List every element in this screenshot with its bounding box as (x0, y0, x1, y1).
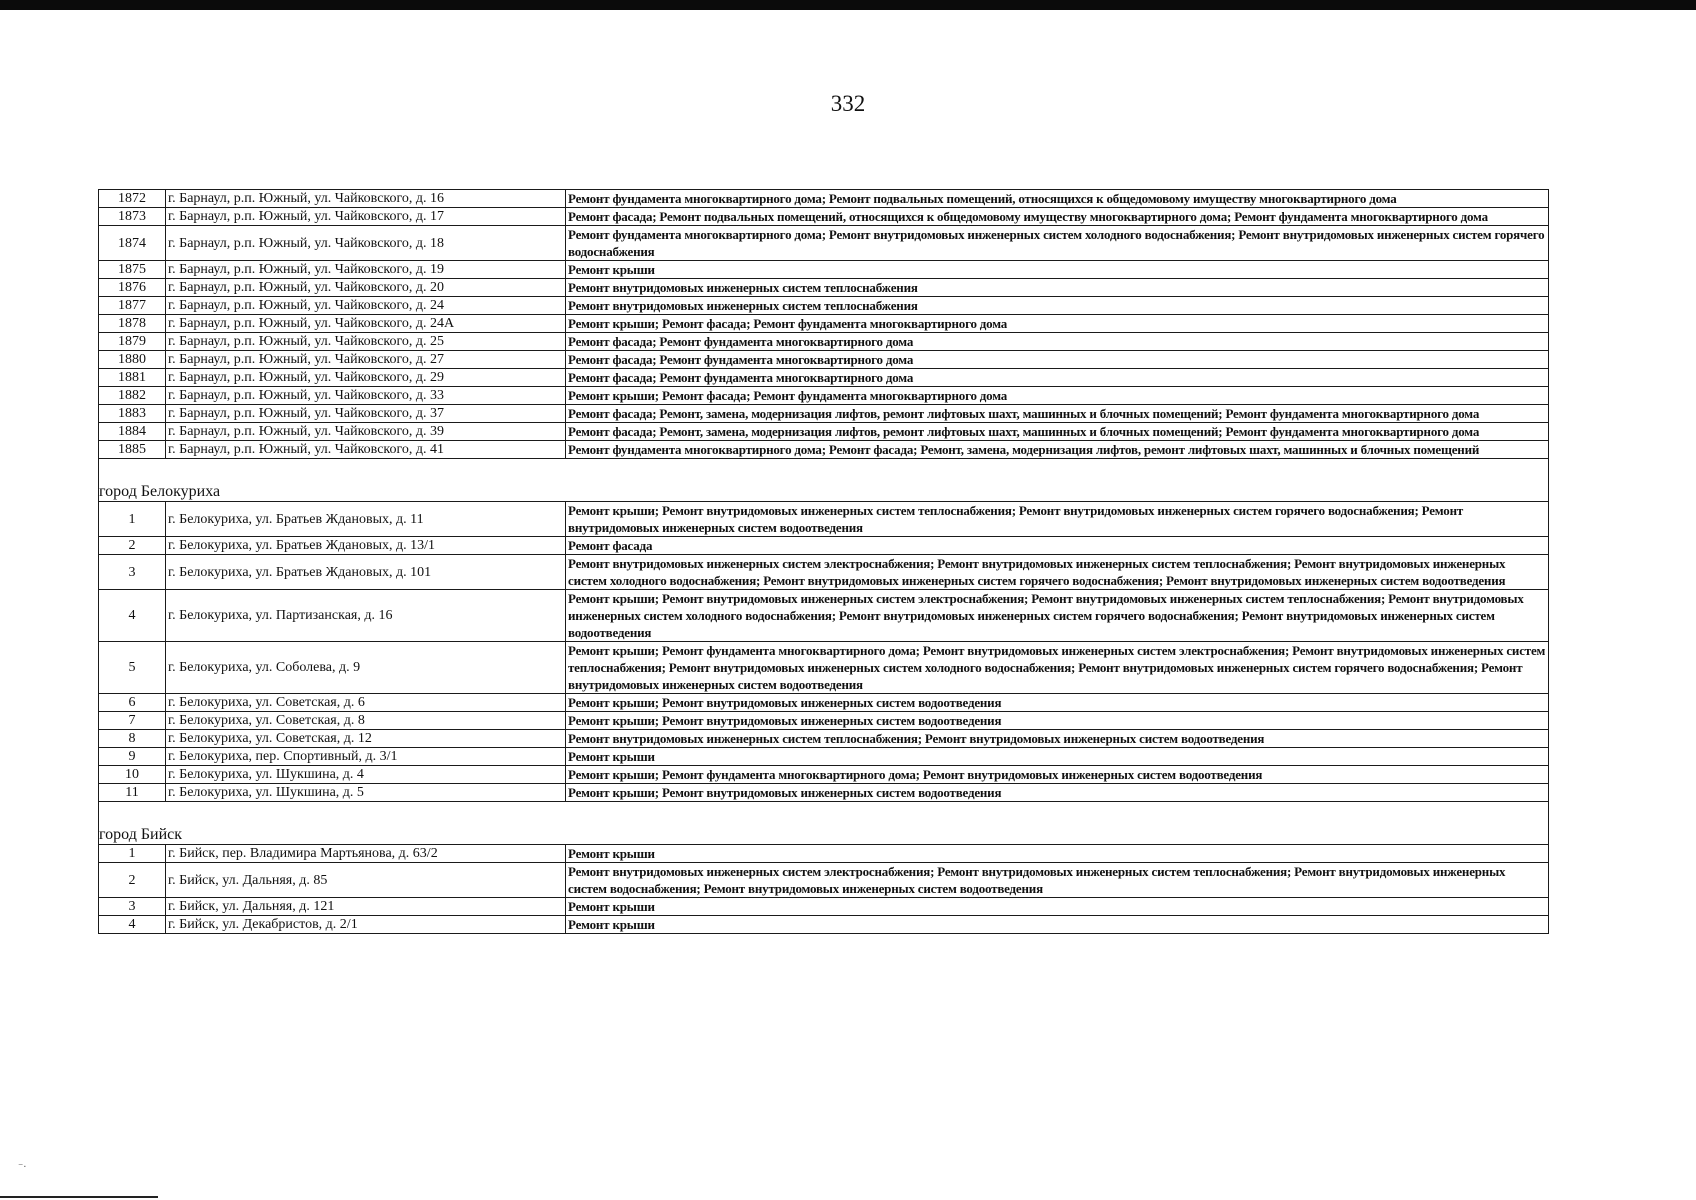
row-work-types: Ремонт крыши (566, 898, 1549, 916)
row-address: г. Белокуриха, ул. Советская, д. 6 (166, 694, 566, 712)
section-title: город Бийск (99, 802, 1549, 845)
row-work-types: Ремонт внутридомовых инженерных систем теплоснабжения (566, 279, 1549, 297)
row-address: г. Белокуриха, ул. Советская, д. 12 (166, 730, 566, 748)
table-row (99, 537, 1549, 555)
row-address: г. Барнаул, р.п. Южный, ул. Чайковского, д. 29 (166, 369, 566, 387)
row-work-types: Ремонт крыши; Ремонт фасада; Ремонт фундамента многоквартирного дома (566, 315, 1549, 333)
table-row (99, 898, 1549, 916)
table-row (99, 261, 1549, 279)
table-row (99, 369, 1549, 387)
row-address: г. Белокуриха, ул. Соболева, д. 9 (166, 642, 566, 694)
table-row (99, 766, 1549, 784)
row-work-types: Ремонт крыши; Ремонт внутридомовых инженерных систем водоотведения (566, 712, 1549, 730)
table-row (99, 441, 1549, 459)
table-row (99, 916, 1549, 934)
row-number: 9 (99, 748, 166, 766)
row-address: г. Белокуриха, ул. Советская, д. 8 (166, 712, 566, 730)
row-work-types: Ремонт крыши (566, 845, 1549, 863)
section-title: город Белокуриха (99, 459, 1549, 502)
row-work-types: Ремонт крыши; Ремонт внутридомовых инженерных систем теплоснабжения; Ремонт внутридомовых инженерных систем горячего водоснабжения; Ремонт внутридомовых инженерных систем водоотведения (566, 502, 1549, 537)
table-row (99, 712, 1549, 730)
row-number: 4 (99, 916, 166, 934)
table-row (99, 555, 1549, 590)
row-number: 1872 (99, 190, 166, 208)
row-address: г. Барнаул, р.п. Южный, ул. Чайковского, д. 24 (166, 297, 566, 315)
row-address: г. Бийск, пер. Владимира Мартьянова, д. 63/2 (166, 845, 566, 863)
row-work-types: Ремонт крыши (566, 916, 1549, 934)
table-row (99, 694, 1549, 712)
row-work-types: Ремонт крыши; Ремонт внутридомовых инженерных систем водоотведения (566, 784, 1549, 802)
row-number: 1885 (99, 441, 166, 459)
row-address: г. Белокуриха, ул. Партизанская, д. 16 (166, 590, 566, 642)
table-row (99, 405, 1549, 423)
row-work-types: Ремонт крыши; Ремонт внутридомовых инженерных систем электроснабжения; Ремонт внутридомовых инженерных систем теплоснабжения; Ремонт внутридомовых инженерных систем холодного водоснабжения; Ремонт внутридомовых инженерных систем горячего водоснабжения; Ремонт внутридомовых инженерных систем водоотведения (566, 590, 1549, 642)
row-address: г. Барнаул, р.п. Южный, ул. Чайковского, д. 39 (166, 423, 566, 441)
row-number: 1882 (99, 387, 166, 405)
row-work-types: Ремонт крыши; Ремонт внутридомовых инженерных систем водоотведения (566, 694, 1549, 712)
row-address: г. Барнаул, р.п. Южный, ул. Чайковского, д. 41 (166, 441, 566, 459)
repair-table-body (99, 190, 1549, 934)
row-work-types: Ремонт фасада; Ремонт, замена, модернизация лифтов, ремонт лифтовых шахт, машинных и блочных помещений; Ремонт фундамента многоквартирного дома (566, 405, 1549, 423)
row-number: 5 (99, 642, 166, 694)
row-work-types: Ремонт фундамента многоквартирного дома; Ремонт фасада; Ремонт, замена, модернизация лифтов, ремонт лифтовых шахт, машинных и блочных помещений (566, 441, 1549, 459)
table-row (99, 748, 1549, 766)
row-number: 6 (99, 694, 166, 712)
row-address: г. Барнаул, р.п. Южный, ул. Чайковского, д. 37 (166, 405, 566, 423)
table-row (99, 590, 1549, 642)
table-row (99, 502, 1549, 537)
table-row (99, 730, 1549, 748)
row-number: 2 (99, 537, 166, 555)
scan-artifact-mark: ⁻· (18, 1162, 27, 1173)
row-address: г. Бийск, ул. Декабристов, д. 2/1 (166, 916, 566, 934)
row-number: 8 (99, 730, 166, 748)
table-row (99, 423, 1549, 441)
row-number: 2 (99, 863, 166, 898)
row-address: г. Барнаул, р.п. Южный, ул. Чайковского, д. 27 (166, 351, 566, 369)
row-number: 7 (99, 712, 166, 730)
table-row (99, 208, 1549, 226)
table-row (99, 784, 1549, 802)
row-number: 1878 (99, 315, 166, 333)
row-work-types: Ремонт внутридомовых инженерных систем электроснабжения; Ремонт внутридомовых инженерных систем теплоснабжения; Ремонт внутридомовых инженерных систем холодного водоснабжения; Ремонт внутридомовых инженерных систем горячего водоснабжения; Ремонт внутридомовых инженерных систем водоотведения (566, 555, 1549, 590)
row-work-types: Ремонт внутридомовых инженерных систем электроснабжения; Ремонт внутридомовых инженерных систем теплоснабжения; Ремонт внутридомовых инженерных систем водоснабжения; Ремонт внутридомовых инженерных систем водоотведения (566, 863, 1549, 898)
table-row (99, 642, 1549, 694)
row-address: г. Белокуриха, ул. Братьев Ждановых, д. 11 (166, 502, 566, 537)
row-work-types: Ремонт фасада; Ремонт фундамента многоквартирного дома (566, 369, 1549, 387)
row-number: 1873 (99, 208, 166, 226)
row-address: г. Барнаул, р.п. Южный, ул. Чайковского, д. 19 (166, 261, 566, 279)
row-number: 1 (99, 502, 166, 537)
row-number: 1875 (99, 261, 166, 279)
row-work-types: Ремонт фасада; Ремонт фундамента многоквартирного дома (566, 351, 1549, 369)
row-address: г. Барнаул, р.п. Южный, ул. Чайковского, д. 20 (166, 279, 566, 297)
row-work-types: Ремонт фасада; Ремонт фундамента многоквартирного дома (566, 333, 1549, 351)
page-number: 332 (830, 91, 866, 116)
row-address: г. Барнаул, р.п. Южный, ул. Чайковского, д. 17 (166, 208, 566, 226)
row-work-types: Ремонт крыши (566, 261, 1549, 279)
row-number: 11 (99, 784, 166, 802)
row-address: г. Барнаул, р.п. Южный, ул. Чайковского, д. 33 (166, 387, 566, 405)
row-work-types: Ремонт фундамента многоквартирного дома; Ремонт подвальных помещений, относящихся к общедомовому имуществу многоквартирного дома (566, 190, 1549, 208)
row-address: г. Белокуриха, ул. Шукшина, д. 4 (166, 766, 566, 784)
row-work-types: Ремонт внутридомовых инженерных систем теплоснабжения (566, 297, 1549, 315)
row-work-types: Ремонт внутридомовых инженерных систем теплоснабжения; Ремонт внутридомовых инженерных систем водоотведения (566, 730, 1549, 748)
table-row (99, 297, 1549, 315)
scan-bottom-edge (0, 1196, 158, 1198)
table-row (99, 863, 1549, 898)
row-address: г. Белокуриха, пер. Спортивный, д. 3/1 (166, 748, 566, 766)
row-number: 1876 (99, 279, 166, 297)
row-number: 1 (99, 845, 166, 863)
table-row (99, 351, 1549, 369)
table-row (99, 190, 1549, 208)
row-address: г. Бийск, ул. Дальняя, д. 121 (166, 898, 566, 916)
row-address: г. Белокуриха, ул. Шукшина, д. 5 (166, 784, 566, 802)
row-number: 3 (99, 555, 166, 590)
row-number: 1879 (99, 333, 166, 351)
row-address: г. Барнаул, р.п. Южный, ул. Чайковского, д. 24А (166, 315, 566, 333)
row-address: г. Бийск, ул. Дальняя, д. 85 (166, 863, 566, 898)
row-address: г. Белокуриха, ул. Братьев Ждановых, д. 101 (166, 555, 566, 590)
table-row (99, 387, 1549, 405)
row-number: 1874 (99, 226, 166, 261)
repair-table (98, 189, 1549, 934)
row-work-types: Ремонт фасада; Ремонт, замена, модернизация лифтов, ремонт лифтовых шахт, машинных и блочных помещений; Ремонт фундамента многоквартирного дома (566, 423, 1549, 441)
row-address: г. Барнаул, р.п. Южный, ул. Чайковского, д. 25 (166, 333, 566, 351)
table-row (99, 279, 1549, 297)
row-work-types: Ремонт крыши; Ремонт фундамента многоквартирного дома; Ремонт внутридомовых инженерных систем электроснабжения; Ремонт внутридомовых инженерных систем теплоснабжения; Ремонт внутридомовых инженерных систем холодного водоснабжения; Ремонт внутридомовых инженерных систем горячего водоснабжения; Ремонт внутридомовых инженерных систем водоотведения (566, 642, 1549, 694)
row-number: 1877 (99, 297, 166, 315)
row-address: г. Барнаул, р.п. Южный, ул. Чайковского, д. 16 (166, 190, 566, 208)
row-work-types: Ремонт крыши; Ремонт фасада; Ремонт фундамента многоквартирного дома (566, 387, 1549, 405)
row-work-types: Ремонт фасада (566, 537, 1549, 555)
section-header-row (99, 459, 1549, 502)
scan-top-edge (0, 0, 1696, 10)
row-address: г. Белокуриха, ул. Братьев Ждановых, д. 13/1 (166, 537, 566, 555)
row-work-types: Ремонт фасада; Ремонт подвальных помещений, относящихся к общедомовому имуществу многоквартирного дома; Ремонт фундамента многоквартирного дома (566, 208, 1549, 226)
row-number: 1880 (99, 351, 166, 369)
table-row (99, 315, 1549, 333)
table-row (99, 333, 1549, 351)
row-number: 1881 (99, 369, 166, 387)
row-number: 10 (99, 766, 166, 784)
row-work-types: Ремонт крыши (566, 748, 1549, 766)
row-work-types: Ремонт крыши; Ремонт фундамента многоквартирного дома; Ремонт внутридомовых инженерных систем водоотведения (566, 766, 1549, 784)
row-number: 1884 (99, 423, 166, 441)
row-address: г. Барнаул, р.п. Южный, ул. Чайковского, д. 18 (166, 226, 566, 261)
section-header-row (99, 802, 1549, 845)
row-number: 4 (99, 590, 166, 642)
row-number: 1883 (99, 405, 166, 423)
table-row (99, 226, 1549, 261)
repair-table-container (98, 189, 1548, 934)
row-work-types: Ремонт фундамента многоквартирного дома; Ремонт внутридомовых инженерных систем холодного водоснабжения; Ремонт внутридомовых инженерных систем горячего водоснабжения (566, 226, 1549, 261)
row-number: 3 (99, 898, 166, 916)
table-row (99, 845, 1549, 863)
